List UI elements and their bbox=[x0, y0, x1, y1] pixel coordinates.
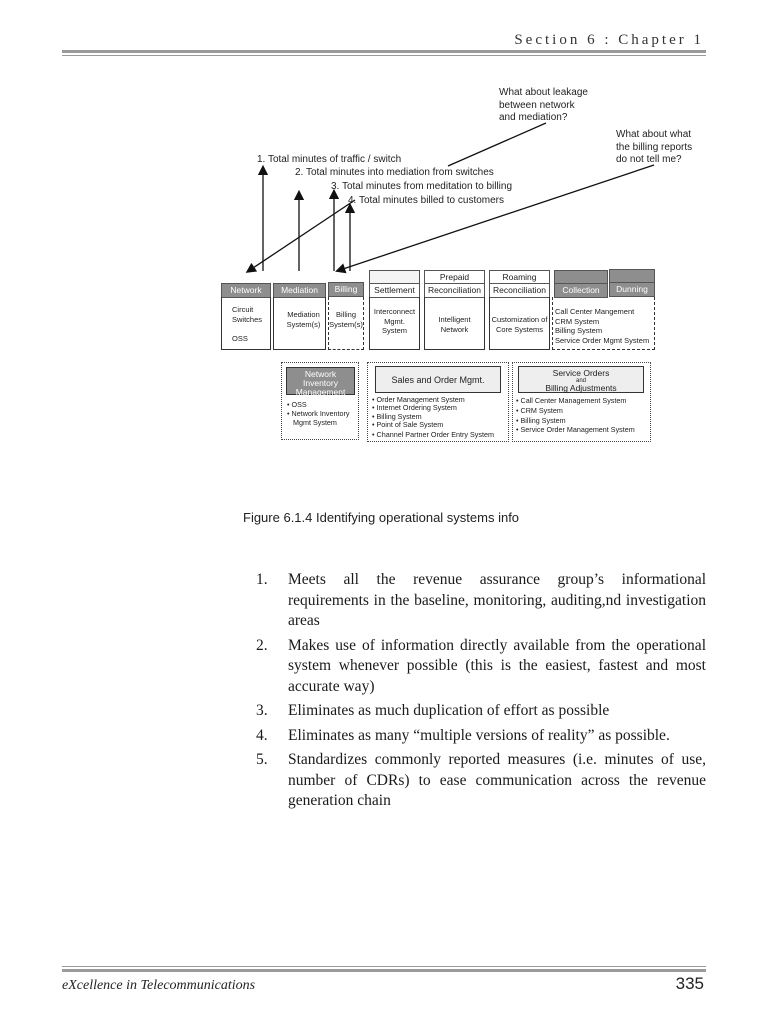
sales-item: • Order Management System bbox=[372, 395, 465, 404]
service-title-line: Service Orders bbox=[552, 368, 610, 378]
list-item bbox=[250, 701, 706, 722]
list-number: 2. bbox=[256, 636, 268, 654]
list-item bbox=[250, 636, 706, 698]
annotation-total-minutes-4: 4. Total minutes billed to customers bbox=[348, 195, 505, 206]
collection-header: Collection bbox=[554, 283, 608, 298]
footer-rule-thin bbox=[62, 966, 706, 967]
sales-item: • Billing System bbox=[372, 412, 422, 421]
inventory-item: • OSS bbox=[287, 400, 307, 409]
collection-column: Call Center Mangement CRM System Billing System Service Order Mgmt System bbox=[552, 297, 655, 350]
settlement-column: Interconnect Mgmt. System bbox=[369, 297, 420, 350]
annotation-total-minutes-2: 2. Total minutes into mediation from switches bbox=[295, 167, 494, 178]
service-item: • Service Order Management System bbox=[516, 425, 635, 434]
network-column: Circuit Switches OSS bbox=[221, 297, 271, 350]
billing-header: Billing bbox=[328, 282, 364, 297]
list-text: Makes use of information directly available from the operational system whenever possible (this is the easiest, fastest and most accurate way) bbox=[288, 636, 706, 695]
page-number: 335 bbox=[675, 974, 704, 993]
figure-caption: Figure 6.1.4 Identifying operational systems info bbox=[243, 510, 520, 525]
prepaid-column: Intelligent Network bbox=[424, 297, 485, 350]
settlement-header: Settlement bbox=[369, 283, 420, 298]
list-text: Meets all the revenue assurance group’s informational requirements in the baseline, monitoring, auditing,nd investigation areas bbox=[288, 571, 706, 629]
inventory-item: • Network Inventory bbox=[287, 409, 350, 418]
list-text: Standardizes commonly reported measures (i.e. minutes of use, number of CDRs) to ease communication across the revenue generation chain bbox=[288, 751, 706, 809]
service-item: • Call Center Management System bbox=[516, 396, 627, 405]
annotation-total-minutes-3: 3. Total minutes from meditation to billing bbox=[331, 181, 513, 192]
mediation-header: Mediation bbox=[273, 283, 326, 298]
network-header: Network bbox=[221, 283, 271, 298]
reconciliation-roaming-header: Reconciliation bbox=[489, 283, 550, 298]
annotation-total-minutes-1: 1. Total minutes of traffic / switch bbox=[257, 154, 402, 165]
list-item bbox=[250, 726, 706, 747]
inventory-item: Mgmt System bbox=[287, 418, 337, 427]
annotation-leakage: What about leakage between network and mediation? bbox=[499, 87, 588, 123]
figure-diagram bbox=[0, 0, 768, 500]
list-number: 5. bbox=[256, 751, 268, 768]
arrow-leakage-top bbox=[448, 123, 546, 166]
prepaid-label: Prepaid bbox=[424, 270, 485, 285]
list-number: 1. bbox=[256, 571, 268, 588]
service-item: • CRM System bbox=[516, 406, 563, 415]
service-title-and: and bbox=[575, 378, 586, 384]
billing-column: Billing System(s) bbox=[328, 297, 364, 350]
sales-title: Sales and Order Mgmt. bbox=[375, 366, 501, 393]
requirements-list bbox=[250, 570, 706, 816]
list-number: 3. bbox=[256, 702, 268, 719]
reconciliation-prepaid-header: Reconciliation bbox=[424, 283, 485, 298]
roaming-label: Roaming bbox=[489, 270, 550, 285]
service-item: • Billing System bbox=[516, 416, 566, 425]
list-number: 4. bbox=[256, 726, 268, 744]
sales-item: • Channel Partner Order Entry System bbox=[372, 430, 494, 439]
dunning-header: Dunning bbox=[609, 282, 655, 297]
inventory-title: Network Inventory Management bbox=[286, 367, 355, 395]
list-text: Eliminates as many “multiple versions of reality” as possible. bbox=[288, 726, 670, 744]
book-title: eXcellence in Telecommunications bbox=[62, 978, 256, 993]
annotation-billing-reports: What about what the billing reports do not tell me? bbox=[616, 129, 693, 165]
footer-rule bbox=[62, 969, 706, 972]
mediation-column: Mediation System(s) bbox=[273, 297, 326, 350]
list-item bbox=[250, 570, 706, 632]
service-title-line-2: Billing Adjustments bbox=[545, 383, 617, 393]
sales-item: • Point of Sale System bbox=[372, 420, 444, 429]
section-title: Section 6 : Chapter 1 bbox=[514, 32, 704, 48]
list-item bbox=[250, 750, 706, 812]
service-title bbox=[518, 366, 644, 393]
sales-item: • Internet Ordering System bbox=[372, 403, 457, 412]
list-text: Eliminates as much duplication of effort as possible bbox=[288, 702, 610, 719]
roaming-column: Customization of Core Systems bbox=[489, 297, 550, 350]
arrow-leakage bbox=[250, 200, 355, 270]
